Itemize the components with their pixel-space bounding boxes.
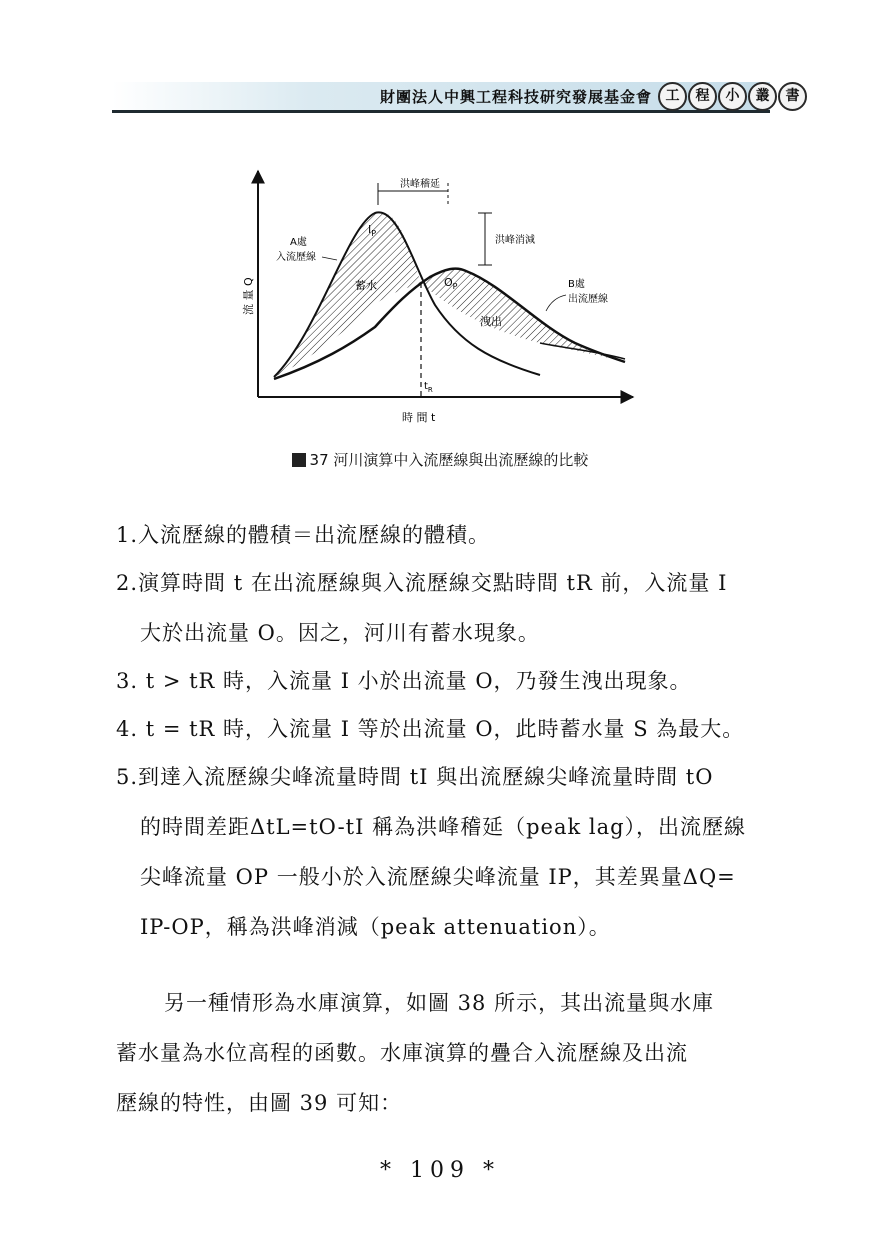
figure-number: 37 <box>309 451 329 469</box>
inflow-leader <box>322 257 337 260</box>
item-3: 3. t > tR 時，入流量 I 小於出流量 O，乃發生洩出現象。 <box>116 669 692 693</box>
series-badge: 叢 <box>748 82 777 111</box>
paragraph-reservoir: 另一種情形為水庫演算，如圖 38 所示，其出流量與水庫 蓄水量為水位高程的函數。水庫演算的疊合入流歷線及出流 歷線的特性，由圖 39 可知： <box>116 991 715 1115</box>
item-1: 1.入流歷線的體積＝出流歷線的體積。 <box>116 523 491 547</box>
series-badge: 工 <box>658 82 687 111</box>
outflow-leader <box>546 295 566 311</box>
figure-caption-text: 河川演算中入流歷線與出流歷線的比較 <box>333 451 589 469</box>
series-badge: 書 <box>778 82 807 111</box>
outflow-curve-label: 出流歷線 <box>568 294 608 305</box>
crossing-time-label: $t_R$ <box>424 381 433 394</box>
series-badges <box>658 82 807 110</box>
peak-attenuation-label: 洪峰消減 <box>495 235 535 246</box>
storage-label: 蓄水 <box>355 279 377 292</box>
item-5: 5.到達入流歷線尖峰流量時間 tI 與出流歷線尖峰流量時間 tO 的時間差距ΔtL=tO-tI 稱為洪峰稽延（peak lag），出流歷線 尖峰流量 OP 一般小於入流歷線尖峰流量 IP，其差異量ΔQ= IP-OP，稱為洪峰消減（peak attenuation）。 <box>116 765 747 939</box>
inflow-curve-label: 入流歷線 <box>276 252 316 263</box>
series-badge: 小 <box>718 82 747 111</box>
y-axis-label: 流 量 Q <box>242 277 255 315</box>
inflow-peak-label: $I_P$ <box>368 223 377 238</box>
figure-caption <box>0 449 880 470</box>
inflow-site-label: A處 <box>290 237 307 248</box>
page-number: * 109 * <box>380 1158 500 1183</box>
hydrograph-diagram <box>240 165 640 430</box>
item-4: 4. t = tR 時，入流量 I 等於出流量 O，此時蓄水量 S 為最大。 <box>116 717 745 741</box>
outflow-peak-label: $O_P$ <box>444 276 458 291</box>
peak-lag-label: 洪峰稽延 <box>400 179 440 190</box>
publisher-name: 財團法人中興工程科技研究發展基金會 <box>379 88 652 106</box>
series-badge: 程 <box>688 82 717 111</box>
release-label: 洩出 <box>480 315 502 328</box>
x-axis-label: 時 間 t <box>402 411 436 424</box>
item-2: 2.演算時間 t 在出流歷線與入流歷線交點時間 tR 前，入流量 I 大於出流量 O。因之，河川有蓄水現象。 <box>116 571 728 645</box>
figure-mark-icon <box>292 453 306 467</box>
hydrograph-figure <box>240 165 640 430</box>
outflow-site-label: B處 <box>568 279 585 290</box>
